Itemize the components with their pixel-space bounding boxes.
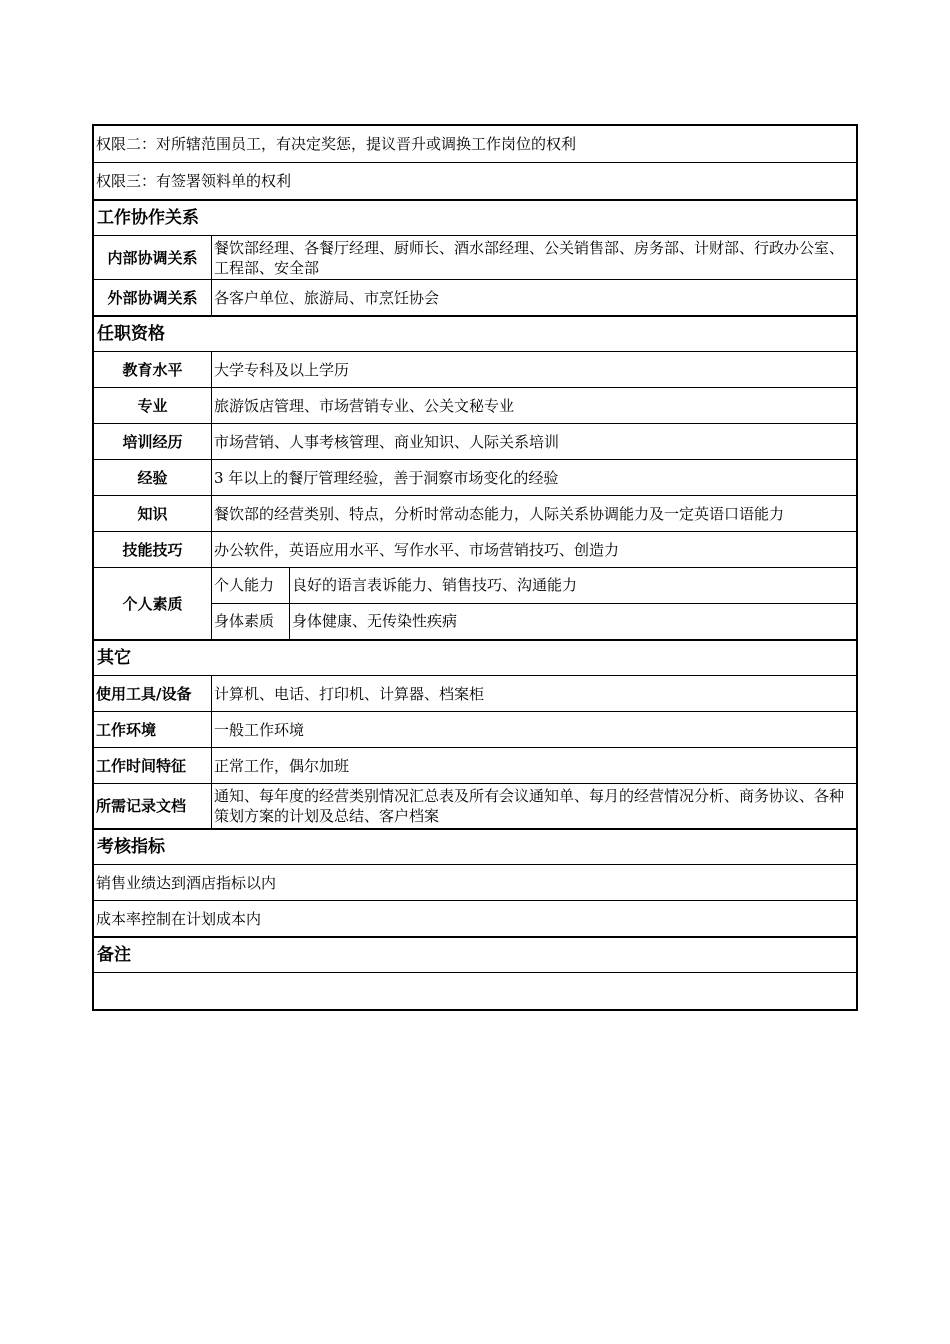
personal-subrow xyxy=(212,568,856,604)
field-label: 经验 xyxy=(94,460,212,495)
other-row xyxy=(94,712,856,748)
field-label: 使用工具/设备 xyxy=(94,676,212,711)
field-value: 餐饮部的经营类别、特点，分析时常动态能力，人际关系协调能力及一定英语口语能力 xyxy=(214,504,785,523)
qualification-row xyxy=(94,388,856,424)
kpi-row xyxy=(94,901,856,938)
rights-row-2 xyxy=(94,126,856,163)
section-title: 备注 xyxy=(97,945,131,965)
field-value: 正常工作，偶尔加班 xyxy=(214,756,350,775)
field-value: 旅游饭店管理、市场营销专业、公关文秘专业 xyxy=(214,396,515,415)
qualification-row xyxy=(94,424,856,460)
personal-quality-row xyxy=(94,568,856,641)
field-label: 专业 xyxy=(94,388,212,423)
remarks-row xyxy=(94,973,856,1009)
field-value: 餐饮部经理、各餐厅经理、厨师长、酒水部经理、公关销售部、房务部、计财部、行政办公室、工程部、安全部 xyxy=(214,238,845,277)
field-label: 外部协调关系 xyxy=(94,280,212,315)
qualification-row xyxy=(94,352,856,388)
section-header-other xyxy=(94,641,856,676)
section-title: 任职资格 xyxy=(97,324,165,344)
field-value: 办公软件，英语应用水平、写作水平、市场营销技巧、创造力 xyxy=(214,540,620,559)
sub-value: 身体健康、无传染性疾病 xyxy=(292,612,458,631)
other-row xyxy=(94,676,856,712)
section-title: 其它 xyxy=(97,648,131,668)
field-value: 大学专科及以上学历 xyxy=(214,360,350,379)
field-label: 工作环境 xyxy=(94,712,212,747)
field-value: 通知、每年度的经营类别情况汇总表及所有会议通知单、每月的经营情况分析、商务协议、各种策划方案的计划及总结、客户档案 xyxy=(214,787,845,825)
field-label: 内部协调关系 xyxy=(94,236,212,279)
field-value: 一般工作环境 xyxy=(214,720,305,739)
qualification-row xyxy=(94,532,856,568)
personal-subrow xyxy=(212,604,856,640)
field-value: 计算机、电话、打印机、计算器、档案柜 xyxy=(214,684,485,703)
field-label: 技能技巧 xyxy=(94,532,212,567)
section-title: 工作协作关系 xyxy=(97,208,199,228)
field-label: 工作时间特征 xyxy=(94,748,212,783)
field-label: 个人素质 xyxy=(94,568,212,639)
kpi-row xyxy=(94,865,856,901)
section-header-remarks xyxy=(94,938,856,973)
field-value: 3 年以上的餐厅管理经验，善于洞察市场变化的经验 xyxy=(214,468,559,487)
sub-label: 个人能力 xyxy=(212,568,290,603)
records-row xyxy=(94,784,856,830)
rights-row-3 xyxy=(94,163,856,201)
qualification-row xyxy=(94,460,856,496)
field-label: 教育水平 xyxy=(94,352,212,387)
job-description-table xyxy=(92,124,858,1011)
external-collab-row xyxy=(94,280,856,317)
field-label: 培训经历 xyxy=(94,424,212,459)
kpi-text: 销售业绩达到酒店指标以内 xyxy=(96,873,277,892)
sub-value: 良好的语言表诉能力、销售技巧、沟通能力 xyxy=(292,576,578,595)
internal-collab-row xyxy=(94,236,856,280)
field-value: 市场营销、人事考核管理、商业知识、人际关系培训 xyxy=(214,432,560,451)
section-header-collab xyxy=(94,201,856,236)
section-title: 考核指标 xyxy=(97,837,165,857)
section-header-kpi xyxy=(94,830,856,865)
sub-label: 身体素质 xyxy=(212,604,290,640)
field-label: 知识 xyxy=(94,496,212,531)
rights-text: 权限三：有签署领料单的权利 xyxy=(96,172,292,190)
kpi-text: 成本率控制在计划成本内 xyxy=(96,909,262,928)
personal-quality-subrows xyxy=(212,568,856,639)
remarks-text xyxy=(94,973,856,1009)
section-header-qualification xyxy=(94,317,856,352)
field-label: 所需记录文档 xyxy=(94,784,212,828)
field-value: 各客户单位、旅游局、市烹饪协会 xyxy=(214,288,440,307)
other-row xyxy=(94,748,856,784)
rights-text: 权限二：对所辖范围员工，有决定奖惩，提议晋升或调换工作岗位的权利 xyxy=(96,135,577,153)
qualification-row xyxy=(94,496,856,532)
